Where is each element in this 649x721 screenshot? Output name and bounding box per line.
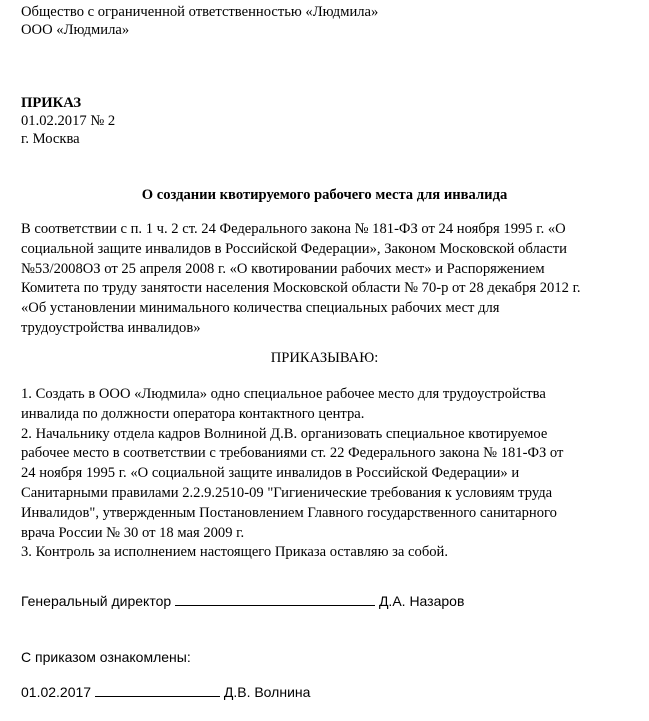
item-line: врача России № 30 от 18 мая 2009 г. (21, 524, 245, 541)
preamble-paragraph (21, 220, 639, 339)
preamble-line: трудоустройства инвалидов» (21, 319, 201, 336)
order-word: ПРИКАЗЫВАЮ: (270, 350, 379, 366)
preamble-line: Комитета по труду занятости населения Московской области № 70-р от 28 декабря 2012 г. (21, 280, 581, 297)
order-subject: О создании квотируемого рабочего места для инвалида (141, 187, 508, 203)
preamble-line: №53/2008ОЗ от 25 апреля 2008 г. «О квотировании рабочих мест» и Распоряжением (21, 260, 545, 277)
preamble-line: В соответствии с п. 1 ч. 2 ст. 24 Федерального закона № 181-ФЗ от 24 ноября 1995 г. «О (21, 221, 566, 237)
order-date-number: 01.02.2017 № 2 (21, 113, 116, 129)
item-line: инвалида по должности оператора контактного центра. (21, 405, 365, 422)
order-items (21, 385, 639, 563)
item-line: 2. Начальнику отдела кадров Волниной Д.В. организовать специальное квотируемое (21, 425, 548, 442)
item-line: 24 ноября 1995 г. «О социальной защите инвалидов в Российской Федерации» и (21, 465, 520, 482)
acknowledged-signature-blank (95, 683, 220, 697)
item-line: 3. Контроль за исполнением настоящего Приказа оставляю за собой. (21, 544, 449, 561)
item-line: Инвалидов", утвержденным Постановлением Главного государственного санитарного (21, 504, 557, 521)
order-title: ПРИКАЗ (21, 95, 82, 111)
acknowledged-signature-line (21, 683, 310, 701)
item-line: рабочее место в соответствии с требованиями ст. 22 Федерального закона № 181-ФЗ от (21, 445, 564, 462)
org-full-name: Общество с ограниченной ответственностью «Людмила» (21, 4, 379, 20)
preamble-line: социальной защите инвалидов в Российской Федерации», Законом Московской области (21, 240, 567, 257)
item-line: 1. Создать в ООО «Людмила» одно специальное рабочее место для трудоустройства (21, 386, 546, 402)
signature-blank (175, 592, 375, 606)
acknowledged-label: С приказом ознакомлены: (21, 649, 191, 665)
acknowledged-date: 01.02.2017 (21, 684, 92, 700)
director-signature-line (21, 592, 464, 610)
preamble-line: «Об установлении минимального количества специальных рабочих мест для (21, 300, 500, 317)
acknowledged-name: Д.В. Волнина (223, 684, 311, 700)
item-line: Санитарными правилами 2.2.9.2510-09 "Гигиенические требования к условиям труда (21, 484, 553, 501)
director-name: Д.А. Назаров (378, 593, 465, 609)
org-short-name: ООО «Людмила» (21, 22, 130, 38)
director-position: Генеральный директор (21, 593, 172, 609)
order-city: г. Москва (21, 131, 80, 147)
